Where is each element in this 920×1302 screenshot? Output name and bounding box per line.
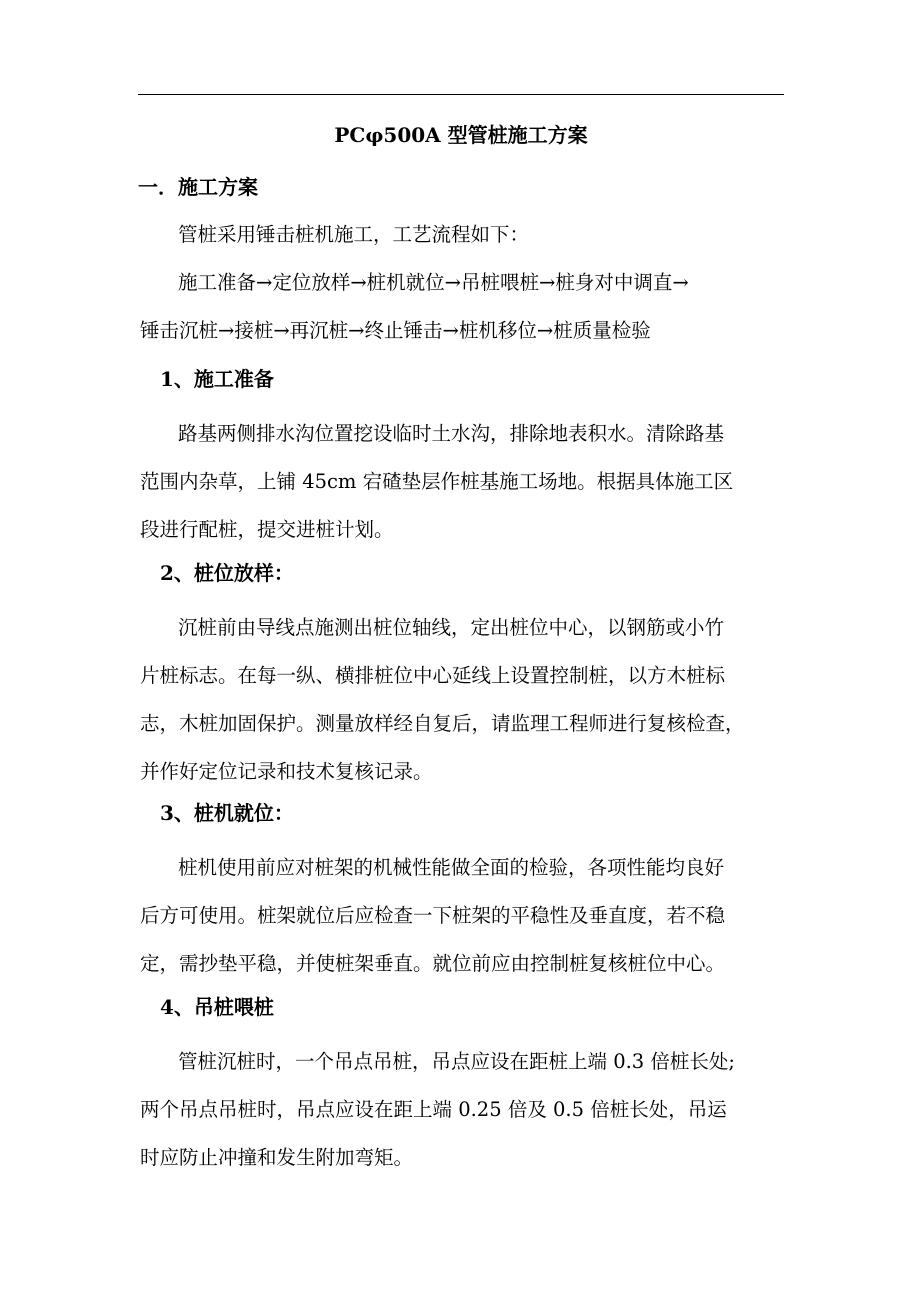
paragraph-line: 两个吊点吊桩时，吊点应设在距上端 0.25 倍及 0.5 倍桩长处，吊运	[140, 1098, 727, 1121]
paragraph-line: 并作好定位记录和技术复核记录。	[140, 760, 433, 783]
subsection-heading-1: 1、施工准备	[160, 367, 274, 391]
subsection-3-paragraph	[140, 844, 785, 988]
paragraph-line: 片桩标志。在每一纵、横排桩位中心延线上设置控制桩，以方木桩标	[140, 664, 726, 687]
header-rule	[138, 94, 784, 95]
subsection-2-paragraph	[140, 604, 785, 796]
flow-line-1: 施工准备→定位放样→桩机就位→吊桩喂桩→桩身对中调直→	[178, 271, 689, 294]
paragraph-line: 段进行配桩，提交进桩计划。	[140, 518, 394, 541]
subsection-4-paragraph	[140, 1038, 785, 1182]
subsection-heading-4: 4、吊桩喂桩	[160, 995, 274, 1019]
paragraph-line: 时应防止冲撞和发生附加弯矩。	[140, 1146, 414, 1169]
subsection-heading-2: 2、桩位放样：	[160, 561, 294, 585]
paragraph-line: 沉桩前由导线点施测出桩位轴线，定出桩位中心，以钢筋或小竹	[178, 616, 725, 639]
paragraph-line: 后方可使用。桩架就位后应检查一下桩架的平稳性及垂直度，若不稳	[140, 904, 726, 927]
document-title: PCφ500A 型管桩施工方案	[334, 123, 588, 147]
paragraph-line: 志，木桩加固保护。测量放样经自复后，请监理工程师进行复核检查，	[140, 712, 745, 735]
section-heading-1: 一．施工方案	[138, 175, 258, 199]
paragraph-line: 管桩沉桩时，一个吊点吊桩，吊点应设在距桩上端 0.3 倍桩长处;	[178, 1050, 735, 1073]
paragraph-line: 定，需抄垫平稳，并使桩架垂直。就位前应由控制桩复核桩位中心。	[140, 952, 726, 975]
paragraph-line: 路基两侧排水沟位置挖设临时土水沟，排除地表积水。清除路基	[178, 422, 725, 445]
subsection-heading-3: 3、桩机就位：	[160, 801, 294, 825]
subsection-1-paragraph	[140, 410, 785, 554]
intro-line: 管桩采用锤击桩机施工，工艺流程如下：	[178, 223, 530, 246]
paragraph-line: 桩机使用前应对桩架的机械性能做全面的检验，各项性能均良好	[178, 856, 725, 879]
paragraph-line: 范围内杂草，上铺 45cm 宕碴垫层作桩基施工场地。根据具体施工区	[140, 470, 734, 493]
flow-line-2: 锤击沉桩→接桩→再沉桩→终止锤击→桩机移位→桩质量检验	[140, 319, 651, 342]
